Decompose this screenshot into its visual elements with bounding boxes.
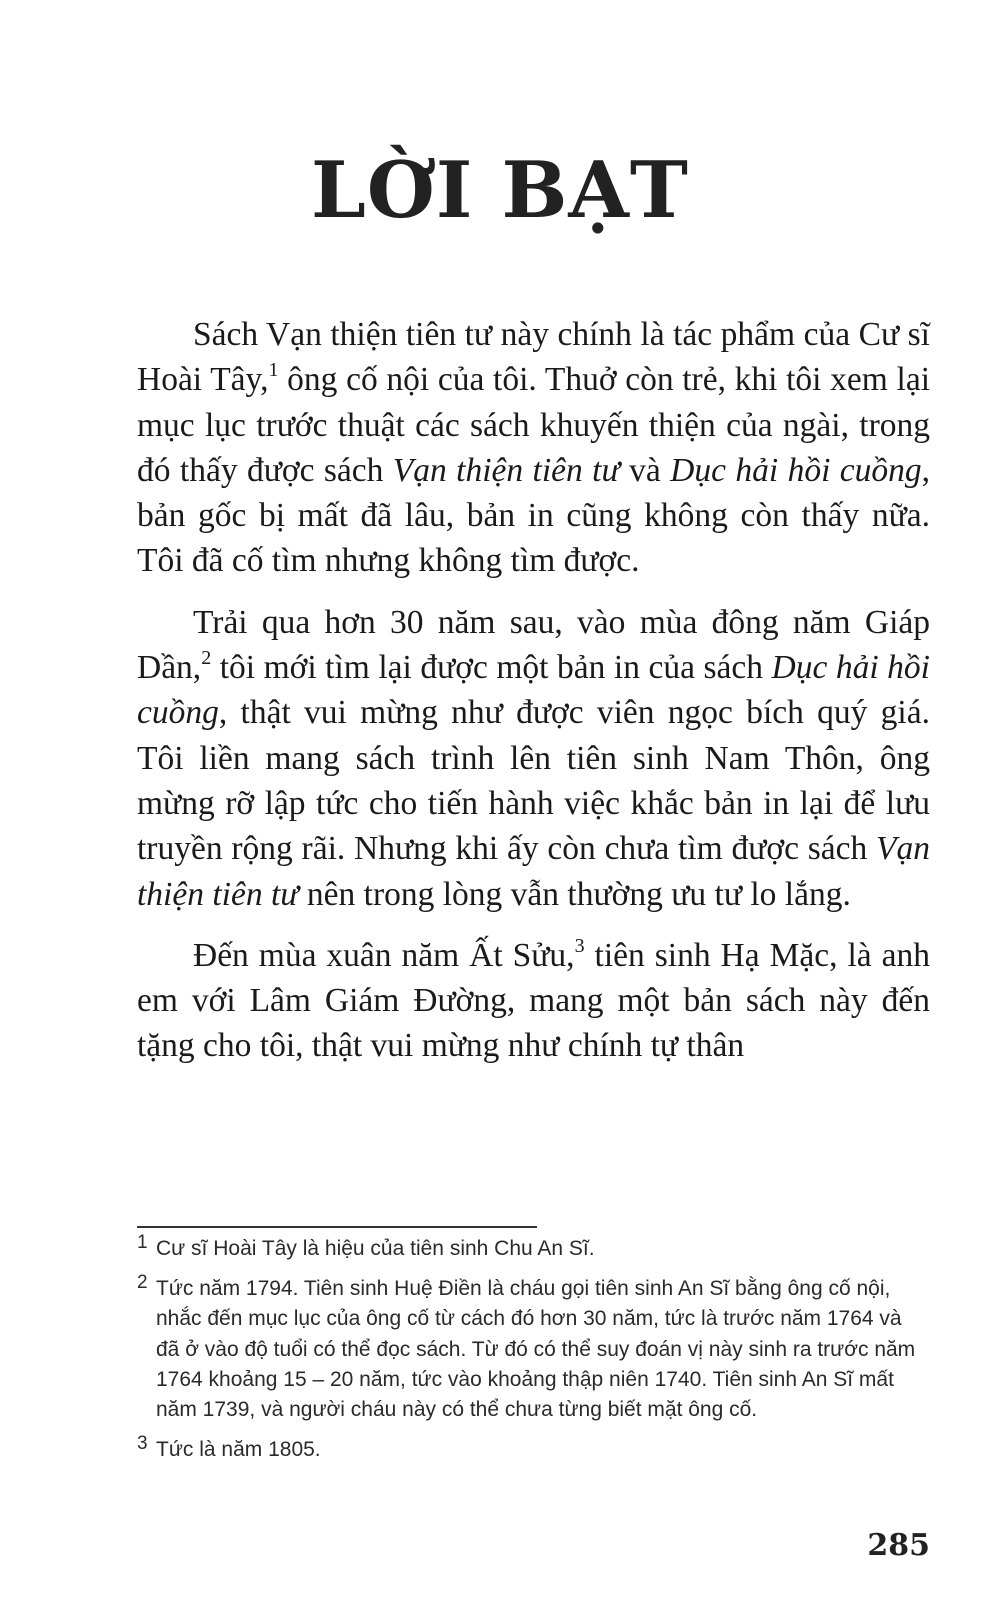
footnote-divider: [137, 1226, 537, 1228]
footnotes: [137, 1234, 930, 1465]
footnote-number: 2: [137, 1272, 148, 1294]
footnote-ref: 1: [268, 359, 279, 382]
text-run: Sách Vạn thiện tiên tư này chính là tác phẩm của Cư sĩ Hoài Tây,: [137, 316, 930, 399]
page-number: 285: [867, 1528, 930, 1563]
footnote-number: 3: [137, 1433, 148, 1455]
text-run: ông cố nội của tôi. Thuở còn trẻ, khi tôi xem lại mục lục trước thuật các sách khuyến thiện của ngài, trong đó thấy được sách: [137, 361, 931, 489]
footnote-text: Tức năm 1794. Tiên sinh Huệ Điền là cháu gọi tiên sinh An Sĩ bằng ông cố nội, nhắc đến mục lục của ông cố từ cách đó hơn 30 năm, tức là trước năm 1764 và đã ở vào độ tuổi có thể đọc sách. Từ đó có thể suy đoán vị này sinh ra trước năm 1764 khoảng 15 – 20 năm, tức vào khoảng thập niên 1740. Tiên sinh An Sĩ mất năm 1739, và người cháu này có thể chưa từng biết mặt ông cố.: [156, 1277, 916, 1422]
book-title-italic: Vạn thiện tiên tư: [392, 451, 620, 489]
paragraph-1: [137, 312, 930, 584]
footnote-number: 1: [137, 1232, 148, 1253]
book-title-italic: Dục hải hồi cuồng: [137, 649, 930, 732]
footnote-ref: 2: [201, 646, 212, 669]
text-run: nên trong lòng vẫn thường ưu tư lo lắng.: [298, 875, 851, 913]
text-run: và: [619, 451, 671, 489]
footnote-2: [137, 1274, 930, 1425]
footnote-1: [137, 1234, 930, 1264]
text-run: tôi mới tìm lại được một bản in của sách: [211, 649, 772, 687]
text-run: tiên sinh Hạ Mặc, là anh em với Lâm Giám Đường, mang một bản sách này đến tặng cho tôi, thật vui mừng như chính tự thân: [137, 936, 930, 1065]
paragraph-3: [137, 933, 930, 1069]
paragraph-2: [137, 600, 930, 917]
footnote-3: [137, 1435, 930, 1465]
text-run: , thật vui mừng như được viên ngọc bích quý giá. Tôi liền mang sách trình lên tiên sinh Nam Thôn, ông mừng rỡ lập tức cho tiến hành việc khắc bản in lại để lưu truyền rộng rãi. Nhưng khi ấy còn chưa tìm được sách: [137, 694, 930, 868]
text-run: Đến mùa xuân năm Ất Sửu,: [193, 936, 575, 974]
body-text: [137, 312, 930, 1069]
text-run: Trải qua hơn 30 năm sau, vào mùa đông năm Giáp Dần,: [137, 603, 930, 687]
book-title-italic: Dục hải hồi cuồng: [670, 451, 922, 489]
footnote-ref: 3: [574, 934, 585, 957]
chapter-title: LỜI BẠT: [311, 145, 689, 236]
footnote-text: Tức là năm 1805.: [156, 1438, 321, 1462]
text-run: , bản gốc bị mất đã lâu, bản in cũng không còn thấy nữa. Tôi đã cố tìm nhưng không tìm được.: [137, 451, 931, 580]
book-title-italic: Vạn thiện tiên tư: [137, 830, 930, 913]
footnote-text: Cư sĩ Hoài Tây là hiệu của tiên sinh Chu An Sĩ.: [156, 1237, 595, 1260]
